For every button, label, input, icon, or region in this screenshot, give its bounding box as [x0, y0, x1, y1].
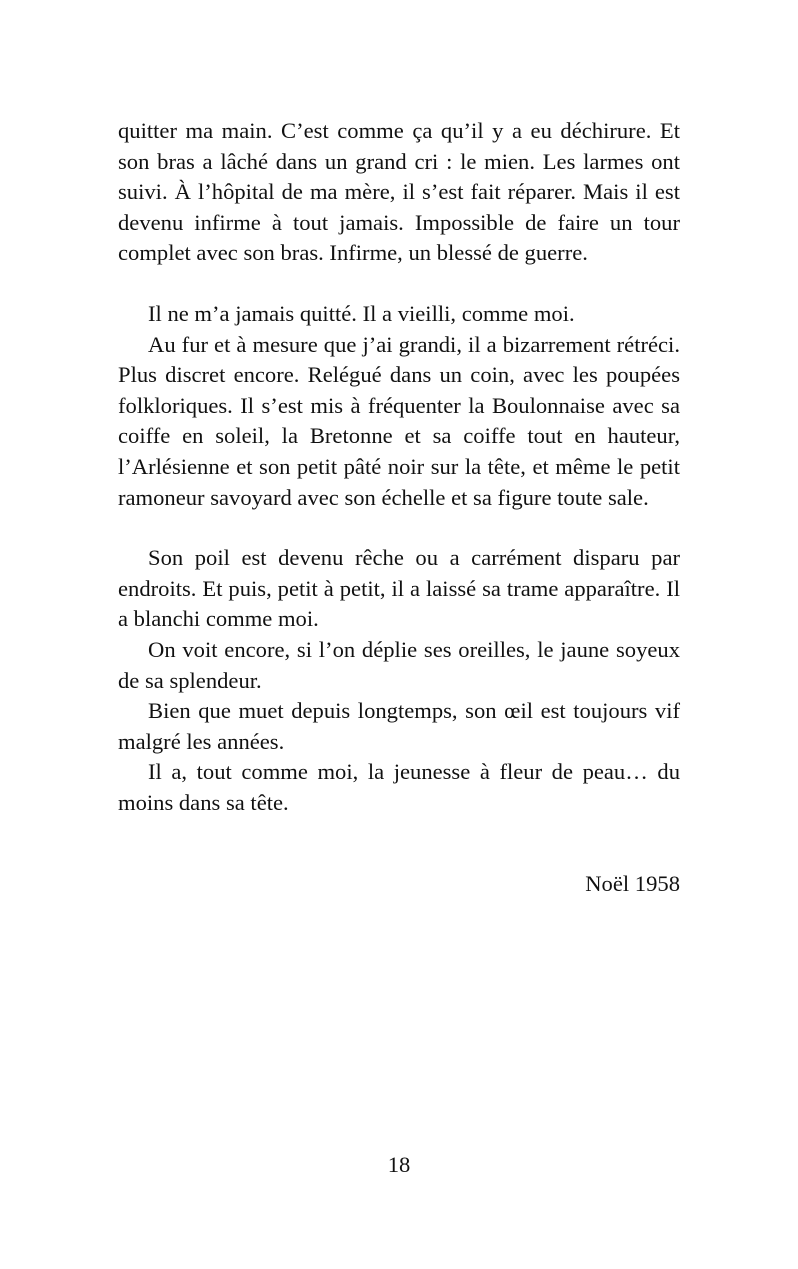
paragraph: quitter ma main. C’est comme ça qu’il y a eu déchirure. Et son bras a lâché dans un grand cri : le mien. Les larmes ont suivi. À l’hôpital de ma mère, il s’est fait réparer. Mais il est devenu infirme à tout jamais. Impossible de faire un tour complet avec son bras. Infirme, un blessé de guerre.	[118, 118, 680, 266]
paragraph: Il a, tout comme moi, la jeunesse à fleur de peau… du moins dans sa tête.	[118, 759, 680, 815]
body-text	[118, 116, 680, 818]
paragraph: Son poil est devenu rêche ou a carrément disparu par endroits. Et puis, petit à petit, il a laissé sa trame apparaître. Il a blanchi comme moi.	[118, 545, 680, 632]
page-number: 18	[387, 1152, 411, 1177]
section-break	[118, 269, 680, 299]
date-signature: Noël 1958	[585, 871, 680, 896]
paragraph: Bien que muet depuis longtemps, son œil est toujours vif malgré les années.	[118, 698, 680, 754]
paragraph: On voit encore, si l’on déplie ses oreilles, le jaune soyeux de sa splendeur.	[118, 636, 680, 693]
paragraph: Au fur et à mesure que j’ai grandi, il a bizarrement rétréci. Plus discret encore. Relégué dans un coin, avec les poupées folkloriques. Il s’est mis à fréquenter la Boulonnaise avec sa coiffe en soleil, la Bretonne et sa coiffe tout en hauteur, l’Arlésienne et son petit pâté noir sur la tête, et même le petit ramoneur savoyard avec son échelle et sa figure toute sale.	[118, 331, 680, 510]
paragraph: Il ne m’a jamais quitté. Il a vieilli, comme moi.	[148, 300, 575, 326]
section-break	[118, 513, 680, 543]
